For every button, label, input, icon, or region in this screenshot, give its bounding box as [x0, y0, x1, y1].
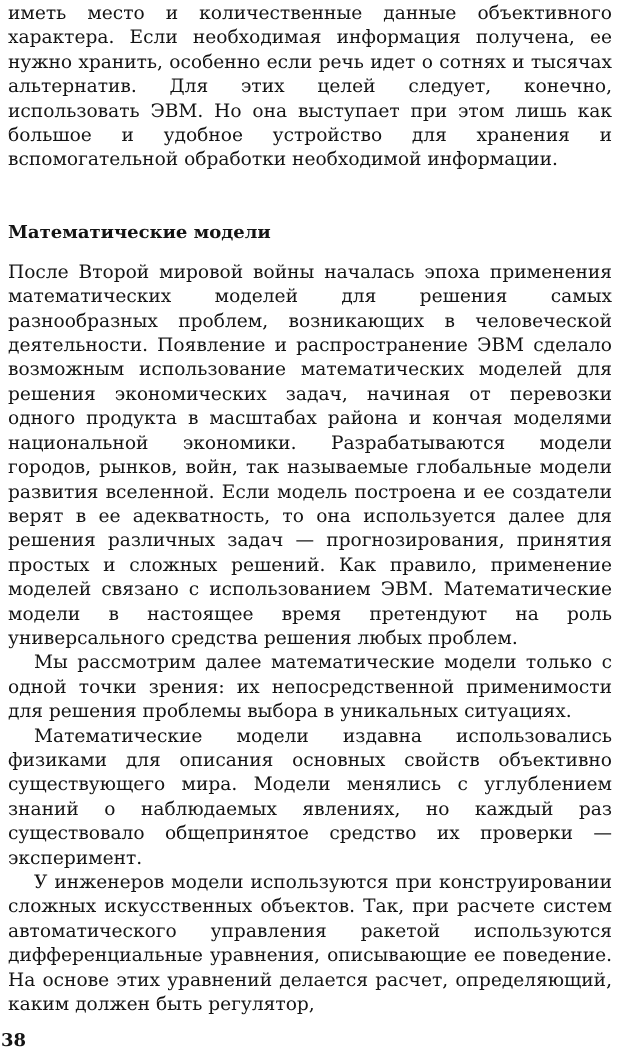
page-number: 38: [1, 1030, 27, 1051]
paragraph-point-of-view: Мы рассмотрим далее математические модели только с одной точки зрения: их непосредственной применимости для решения проблемы выбора в уникальных ситуациях.: [8, 652, 612, 723]
section-heading: Математические модели: [8, 221, 271, 243]
paragraph-models-intro: После Второй мировой войны началась эпоха применения математических моделей для решения самых разнообразных проблем, возникающих в человеческой деятельности. Появление и распространение ЭВМ сделало возможным использование математических моделей для решения экономических задач, начиная от перевозки одного продукта в масштабах района и кончая моделями национальной экономики. Разрабатываются модели городов, рынков, войн, так называемые глобальные модели развития вселенной. Если модель построена и ее создатели верят в ее адекватность, то она используется далее для решения различных задач — прогнозирования, принятия простых и сложных решений. Как правило, применение моделей связано с использованием ЭВМ. Математические модели в настоящее время претендуют на роль универсального средства решения любых проблем.: [8, 261, 612, 649]
paragraph-physicists: Математические модели издавна использовались физиками для описания основных свойств объективно существующего мира. Модели менялись с углублением знаний о наблюдаемых явлениях, но каждый раз существовало общепринятое средство их проверки — эксперимент.: [8, 725, 612, 869]
paragraph-engineers: У инженеров модели используются при конструировании сложных искусственных объектов. Так, при расчете систем автоматического управления ракетой используются дифференциальные уравнения, описывающие ее поведение. На основе этих уравнений делается расчет, определяющий, каким должен быть регулятор,: [8, 872, 612, 1016]
paragraph-continued: иметь место и количественные данные объективного характера. Если необходимая информация получена, ее нужно хранить, особенно если речь идет о сотнях и тысячах альтернатив. Для этих целей следует, конечно, использовать ЭВМ. Но она выступает при этом лишь как большое и удобное устройство для хранения и вспомогательной обработки необходимой информации.: [8, 3, 612, 171]
